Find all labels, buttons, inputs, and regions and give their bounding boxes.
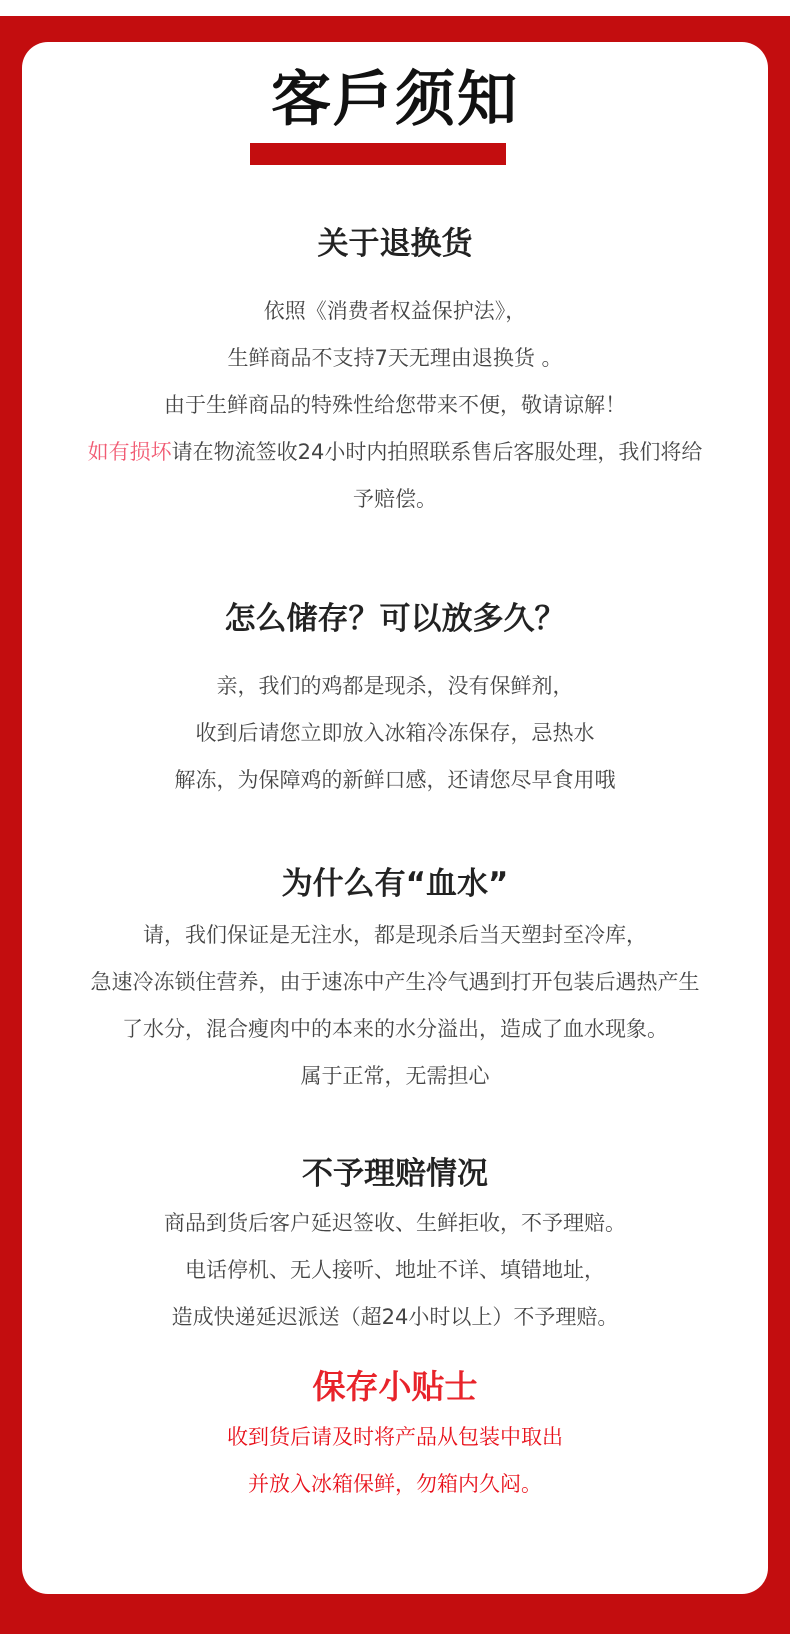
damage-text: 请在物流签收24小时内拍照联系售后客服处理，我们将给 <box>171 440 703 464</box>
body-line: 依照《消费者权益保护法》， <box>263 299 527 323</box>
title-block <box>22 58 768 148</box>
body-line: 生鲜商品不支持7天无理由退换货 。 <box>227 346 563 370</box>
body-line: 亲，我们的鸡都是现杀，没有保鲜剂， <box>216 674 574 698</box>
section-no-compensation <box>22 1152 768 1341</box>
tip-line: 并放入冰箱保鲜，勿箱内久闷。 <box>248 1472 542 1496</box>
body-line: 收到后请您立即放入冰箱冷冻保存，忌热水 <box>195 721 595 745</box>
section-heading: 关于退换货 <box>317 226 473 262</box>
section-heading: 为什么有“血水” <box>281 866 509 902</box>
body-line: 电话停机、无人接听、地址不详、填错地址， <box>185 1258 605 1282</box>
tip-line: 收到货后请及时将产品从包装中取出 <box>227 1425 563 1449</box>
damage-highlight: 如有损坏 <box>87 440 172 464</box>
section-returns <box>22 222 768 523</box>
section-storage-tips <box>22 1364 768 1508</box>
body-line: 造成快递延迟派送（超24小时以上）不予理赔。 <box>171 1305 619 1329</box>
body-line: 由于生鲜商品的特殊性给您带来不便，敬请谅解！ <box>164 393 626 417</box>
body-line: 了水分，混合瘦肉中的本来的水分溢出，造成了血水现象。 <box>122 1017 668 1041</box>
tips-heading: 保存小贴士 <box>312 1367 478 1406</box>
section-storage <box>22 597 768 804</box>
title-underline-bar <box>250 143 506 165</box>
body-line: 予赔偿。 <box>353 487 437 511</box>
section-heading: 不予理赔情况 <box>302 1156 488 1192</box>
body-line: 急速冷冻锁住营养，由于速冻中产生冷气遇到打开包装后遇热产生 <box>90 970 700 994</box>
section-heading: 怎么储存？可以放多久？ <box>224 601 566 637</box>
damage-line <box>22 429 768 476</box>
body-line: 请，我们保证是无注水，都是现杀后当天塑封至冷库， <box>143 923 647 947</box>
body-line: 商品到货后客户延迟签收、生鲜拒收，不予理赔。 <box>164 1211 626 1235</box>
body-line: 解冻，为保障鸡的新鲜口感，还请您尽早食用哦 <box>174 768 616 792</box>
section-blood-water <box>22 862 768 1100</box>
body-line: 属于正常，无需担心 <box>300 1064 490 1088</box>
notice-card <box>22 42 768 1594</box>
page-title: 客戶须知 <box>271 65 519 135</box>
